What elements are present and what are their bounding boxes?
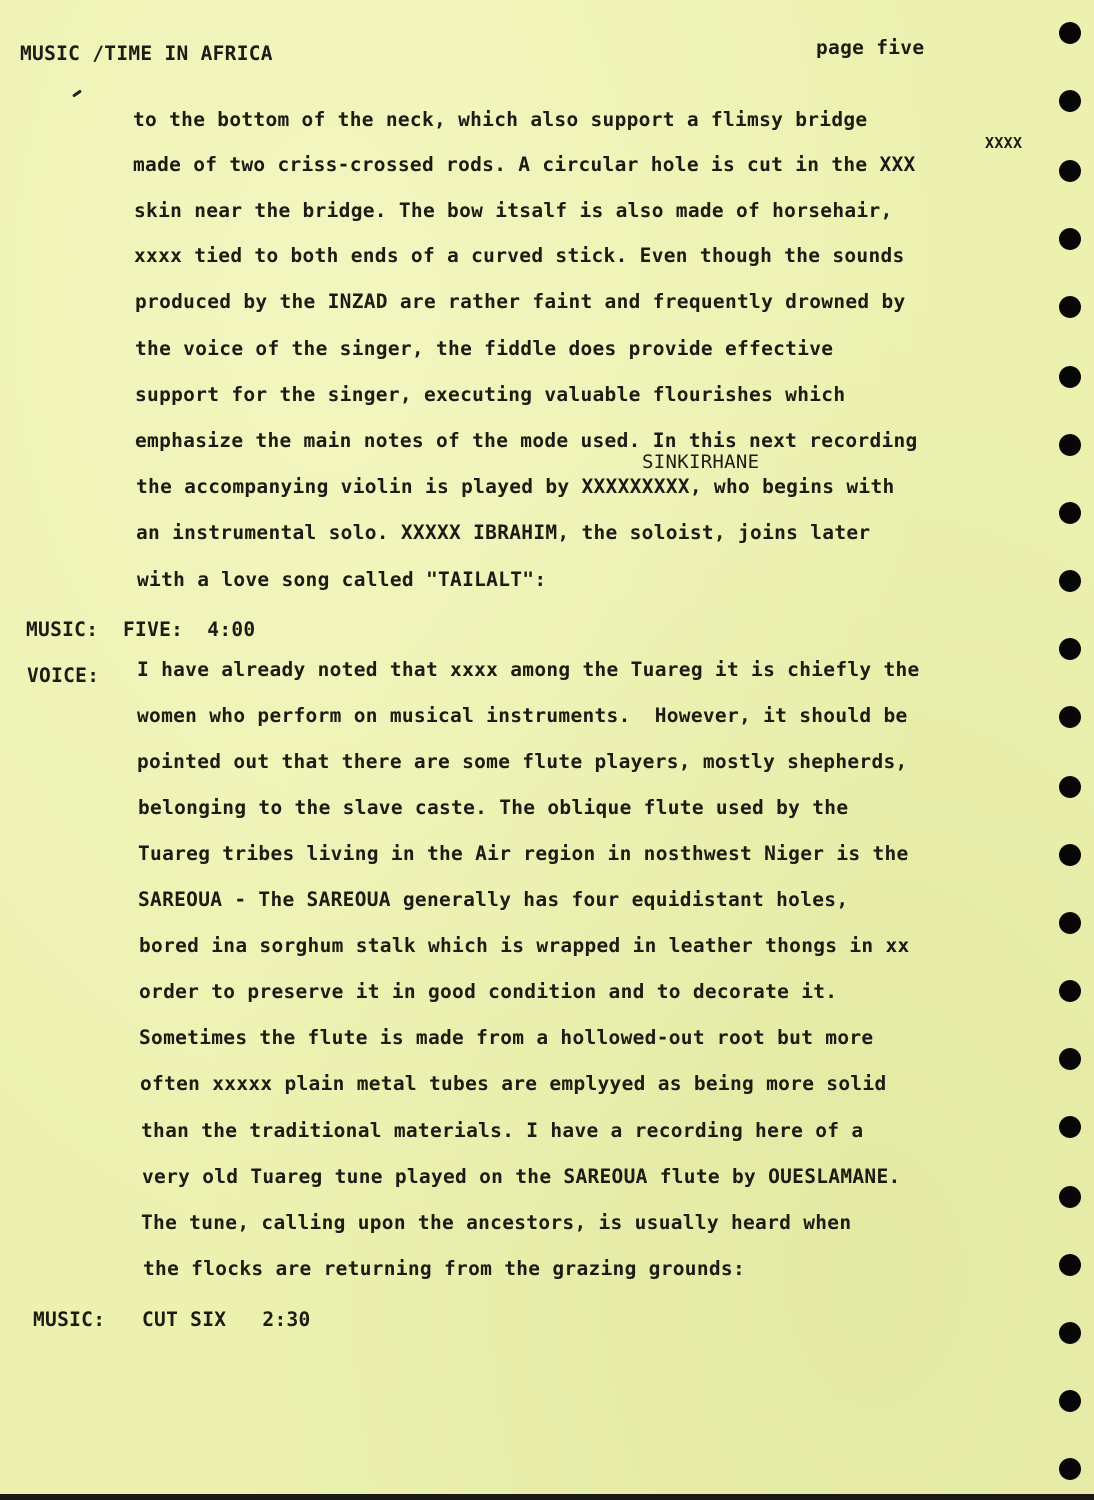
feed-hole xyxy=(1059,570,1081,592)
voice-line: very old Tuareg tune played on the SAREOUA flute by OUESLAMANE. xyxy=(142,1165,901,1188)
body-line: skin near the bridge. The bow itsalf is also made of horsehair, xyxy=(134,199,893,222)
voice-line: order to preserve it in good condition and to decorate it. xyxy=(139,980,838,1003)
voice-label: VOICE: xyxy=(27,664,100,687)
voice-line: bored ina sorghum stalk which is wrapped in leather thongs in xx xyxy=(139,934,910,957)
feed-hole xyxy=(1059,1458,1081,1480)
voice-line: I have already noted that xxxx among the Tuareg it is chiefly the xyxy=(137,658,920,681)
feed-hole xyxy=(1059,980,1081,1002)
feed-hole xyxy=(1059,1186,1081,1208)
voice-line: than the traditional materials. I have a recording here of a xyxy=(141,1119,864,1142)
feed-hole xyxy=(1059,90,1081,112)
body-line: with a love song called "TAILALT": xyxy=(137,568,547,591)
music-cue-text: FIVE: 4:00 xyxy=(123,618,256,641)
voice-line: women who perform on musical instruments. However, it should be xyxy=(137,704,908,727)
feed-hole xyxy=(1059,1322,1081,1344)
voice-line: the flocks are returning from the grazing grounds: xyxy=(143,1257,745,1280)
feed-hole xyxy=(1059,844,1081,866)
music-cue-label: MUSIC: xyxy=(33,1308,106,1331)
voice-line: belonging to the slave caste. The oblique flute used by the xyxy=(138,796,849,819)
feed-hole xyxy=(1059,1116,1081,1138)
feed-hole xyxy=(1059,22,1081,44)
body-line: xxxx tied to both ends of a curved stick. Even though the sounds xyxy=(134,244,905,267)
body-line: emphasize the main notes of the mode used. In this next recording xyxy=(135,429,918,452)
body-line: an instrumental solo. XXXXX IBRAHIM, the soloist, joins later xyxy=(136,521,871,544)
music-cue-label: MUSIC: xyxy=(26,618,99,641)
feed-hole xyxy=(1059,1390,1081,1412)
feed-hole xyxy=(1059,1254,1081,1276)
page-bottom-edge xyxy=(0,1494,1094,1500)
body-line: to the bottom of the neck, which also support a flimsy bridge xyxy=(133,108,868,131)
feed-hole xyxy=(1059,1048,1081,1070)
feed-hole xyxy=(1059,912,1081,934)
feed-hole xyxy=(1059,296,1081,318)
body-line: support for the singer, executing valuable flourishes which xyxy=(135,383,846,406)
insertion-above-line: XXXX xyxy=(985,134,1023,152)
feed-hole xyxy=(1059,366,1081,388)
voice-line: often xxxxx plain metal tubes are emplyyed as being more solid xyxy=(140,1072,887,1095)
feed-hole xyxy=(1059,160,1081,182)
voice-line: Sometimes the flute is made from a hollowed-out root but more xyxy=(139,1026,874,1049)
body-line: made of two criss-crossed rods. A circular hole is cut in the XXX xyxy=(133,153,916,176)
insertion-sinkirhane: SINKIRHANE xyxy=(642,451,760,473)
feed-hole xyxy=(1059,638,1081,660)
voice-line: SAREOUA - The SAREOUA generally has four equidistant holes, xyxy=(138,888,849,911)
page-number-label: page five xyxy=(816,36,925,59)
page-header-title: MUSIC ∕TIME IN AFRICA xyxy=(20,42,273,65)
feed-hole xyxy=(1059,706,1081,728)
body-line: the accompanying violin is played by XXXXXXXXX, who begins with xyxy=(136,475,895,498)
voice-line: Tuareg tribes living in the Air region in nosthwest Niger is the xyxy=(138,842,909,865)
body-line: the voice of the singer, the fiddle does provide effective xyxy=(135,337,834,360)
feed-hole xyxy=(1059,776,1081,798)
stray-ink-mark xyxy=(72,89,82,97)
voice-line: The tune, calling upon the ancestors, is usually heard when xyxy=(141,1211,852,1234)
voice-line: pointed out that there are some flute players, mostly shepherds, xyxy=(137,750,908,773)
feed-hole xyxy=(1059,502,1081,524)
feed-hole xyxy=(1059,434,1081,456)
body-line: produced by the INZAD are rather faint and frequently drowned by xyxy=(135,290,906,313)
feed-hole xyxy=(1059,228,1081,250)
music-cue-text: CUT SIX 2:30 xyxy=(142,1308,311,1331)
